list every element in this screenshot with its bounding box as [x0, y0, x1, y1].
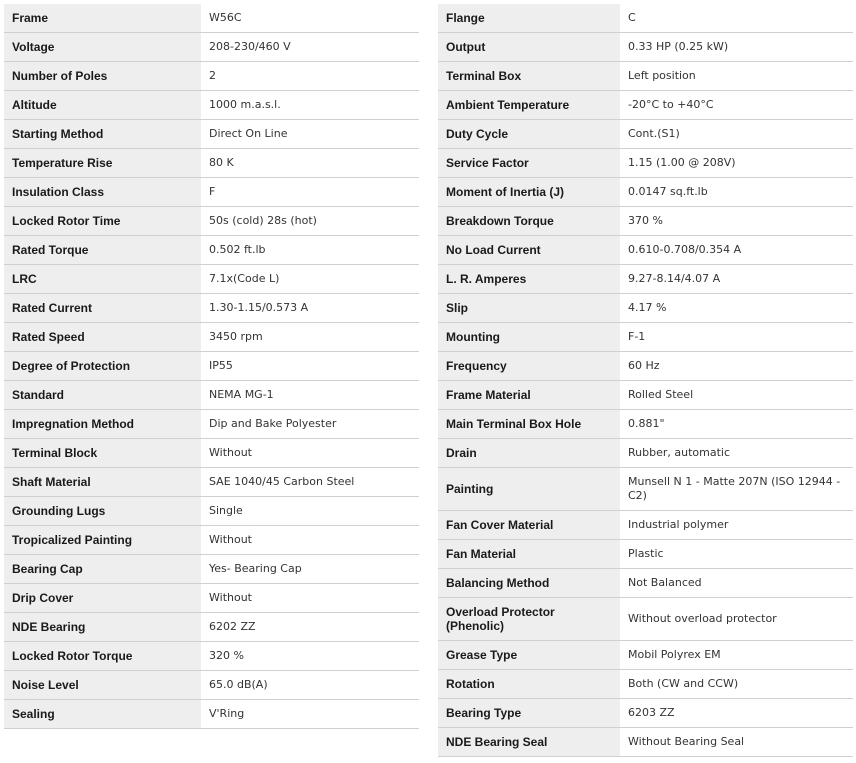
spec-value: 0.610-0.708/0.354 A	[620, 236, 853, 265]
spec-value: 208-230/460 V	[201, 33, 419, 62]
spec-value: Munsell N 1 - Matte 207N (ISO 12944 - C2)	[620, 468, 853, 511]
spec-label: Rated Speed	[4, 323, 201, 352]
spec-value: 0.502 ft.lb	[201, 236, 419, 265]
spec-value: 4.17 %	[620, 294, 853, 323]
spec-value: Rubber, automatic	[620, 439, 853, 468]
spec-label: Impregnation Method	[4, 410, 201, 439]
spec-value: Without overload protector	[620, 598, 853, 641]
spec-row	[438, 410, 853, 439]
spec-label: Grease Type	[438, 641, 620, 670]
spec-row	[438, 91, 853, 120]
spec-value: IP55	[201, 352, 419, 381]
spec-label: Service Factor	[438, 149, 620, 178]
spec-row	[438, 265, 853, 294]
spec-label: No Load Current	[438, 236, 620, 265]
spec-label: Frame Material	[438, 381, 620, 410]
spec-row	[4, 265, 419, 294]
spec-value: Both (CW and CCW)	[620, 670, 853, 699]
spec-value: Cont.(S1)	[620, 120, 853, 149]
spec-value: 0.881"	[620, 410, 853, 439]
spec-row	[438, 511, 853, 540]
spec-row	[438, 236, 853, 265]
spec-label: Locked Rotor Time	[4, 207, 201, 236]
spec-label: Locked Rotor Torque	[4, 642, 201, 671]
spec-value: Mobil Polyrex EM	[620, 641, 853, 670]
spec-label: Duty Cycle	[438, 120, 620, 149]
spec-row	[4, 120, 419, 149]
spec-row	[438, 352, 853, 381]
spec-label: Breakdown Torque	[438, 207, 620, 236]
spec-row	[438, 294, 853, 323]
spec-label: Output	[438, 33, 620, 62]
spec-row	[438, 120, 853, 149]
spec-label: Starting Method	[4, 120, 201, 149]
spec-value: SAE 1040/45 Carbon Steel	[201, 468, 419, 497]
spec-value: 7.1x(Code L)	[201, 265, 419, 294]
spec-value: 1000 m.a.s.l.	[201, 91, 419, 120]
spec-label: Terminal Box	[438, 62, 620, 91]
spec-value: 6203 ZZ	[620, 699, 853, 728]
spec-value: 1.30-1.15/0.573 A	[201, 294, 419, 323]
spec-table-right-body	[438, 4, 853, 757]
spec-value: 65.0 dB(A)	[201, 671, 419, 700]
spec-row	[438, 439, 853, 468]
spec-row	[4, 323, 419, 352]
spec-value: Rolled Steel	[620, 381, 853, 410]
spec-row	[4, 555, 419, 584]
spec-row	[438, 4, 853, 33]
spec-row	[4, 352, 419, 381]
spec-label: LRC	[4, 265, 201, 294]
spec-table-left	[4, 4, 419, 729]
spec-label: Frame	[4, 4, 201, 33]
spec-row	[4, 526, 419, 555]
spec-value: Plastic	[620, 540, 853, 569]
spec-value: 0.0147 sq.ft.lb	[620, 178, 853, 207]
spec-label: Standard	[4, 381, 201, 410]
spec-label: Rated Torque	[4, 236, 201, 265]
spec-label: Fan Cover Material	[438, 511, 620, 540]
spec-label: Shaft Material	[4, 468, 201, 497]
spec-label: Painting	[438, 468, 620, 511]
spec-value: Without	[201, 526, 419, 555]
spec-value: F	[201, 178, 419, 207]
spec-label: Rated Current	[4, 294, 201, 323]
spec-value: 80 K	[201, 149, 419, 178]
spec-label: Flange	[438, 4, 620, 33]
spec-label: Tropicalized Painting	[4, 526, 201, 555]
spec-value: V'Ring	[201, 700, 419, 729]
spec-row	[438, 381, 853, 410]
spec-label: Slip	[438, 294, 620, 323]
spec-label: Insulation Class	[4, 178, 201, 207]
spec-row	[438, 699, 853, 728]
spec-label: Degree of Protection	[4, 352, 201, 381]
spec-row	[438, 207, 853, 236]
spec-row	[438, 641, 853, 670]
spec-label: NDE Bearing Seal	[438, 728, 620, 757]
spec-value: 6202 ZZ	[201, 613, 419, 642]
spec-row	[4, 700, 419, 729]
spec-value: Direct On Line	[201, 120, 419, 149]
spec-value: W56C	[201, 4, 419, 33]
spec-row	[4, 33, 419, 62]
spec-row	[4, 613, 419, 642]
spec-row	[4, 62, 419, 91]
spec-value: NEMA MG-1	[201, 381, 419, 410]
spec-row	[4, 381, 419, 410]
spec-row	[438, 728, 853, 757]
spec-value: Left position	[620, 62, 853, 91]
spec-value: 60 Hz	[620, 352, 853, 381]
spec-label: Grounding Lugs	[4, 497, 201, 526]
spec-label: Fan Material	[438, 540, 620, 569]
spec-value: Dip and Bake Polyester	[201, 410, 419, 439]
spec-value: 0.33 HP (0.25 kW)	[620, 33, 853, 62]
spec-value: 2	[201, 62, 419, 91]
spec-label: Ambient Temperature	[438, 91, 620, 120]
spec-row	[4, 91, 419, 120]
spec-label: Bearing Type	[438, 699, 620, 728]
spec-label: Drip Cover	[4, 584, 201, 613]
spec-label: Balancing Method	[438, 569, 620, 598]
spec-label: Noise Level	[4, 671, 201, 700]
spec-row	[4, 236, 419, 265]
spec-row	[4, 4, 419, 33]
spec-row	[4, 584, 419, 613]
spec-label: Temperature Rise	[4, 149, 201, 178]
spec-value: Yes- Bearing Cap	[201, 555, 419, 584]
spec-label: Rotation	[438, 670, 620, 699]
spec-row	[438, 670, 853, 699]
spec-value: C	[620, 4, 853, 33]
spec-value: Without	[201, 584, 419, 613]
spec-row	[4, 497, 419, 526]
spec-row	[438, 468, 853, 511]
spec-value: 3450 rpm	[201, 323, 419, 352]
spec-value: 9.27-8.14/4.07 A	[620, 265, 853, 294]
spec-row	[4, 178, 419, 207]
spec-row	[4, 439, 419, 468]
spec-label: Frequency	[438, 352, 620, 381]
spec-label: NDE Bearing	[4, 613, 201, 642]
spec-value: 320 %	[201, 642, 419, 671]
spec-row	[438, 323, 853, 352]
spec-row	[438, 178, 853, 207]
spec-label: Altitude	[4, 91, 201, 120]
spec-label: Drain	[438, 439, 620, 468]
spec-row	[438, 62, 853, 91]
spec-row	[438, 598, 853, 641]
spec-table-left-body	[4, 4, 419, 729]
spec-label: L. R. Amperes	[438, 265, 620, 294]
spec-value: Without	[201, 439, 419, 468]
spec-label: Main Terminal Box Hole	[438, 410, 620, 439]
spec-row	[4, 410, 419, 439]
spec-row	[4, 149, 419, 178]
spec-row	[4, 294, 419, 323]
spec-value: 50s (cold) 28s (hot)	[201, 207, 419, 236]
spec-row	[438, 569, 853, 598]
spec-value: Not Balanced	[620, 569, 853, 598]
spec-value: Without Bearing Seal	[620, 728, 853, 757]
spec-row	[438, 33, 853, 62]
spec-label: Sealing	[4, 700, 201, 729]
spec-table-right	[438, 4, 853, 757]
spec-row	[4, 642, 419, 671]
spec-label: Bearing Cap	[4, 555, 201, 584]
spec-label: Terminal Block	[4, 439, 201, 468]
spec-value: -20°C to +40°C	[620, 91, 853, 120]
spec-value: 370 %	[620, 207, 853, 236]
spec-label: Voltage	[4, 33, 201, 62]
spec-value: F-1	[620, 323, 853, 352]
spec-value: Industrial polymer	[620, 511, 853, 540]
spec-row	[438, 540, 853, 569]
spec-label: Mounting	[438, 323, 620, 352]
spec-value: 1.15 (1.00 @ 208V)	[620, 149, 853, 178]
spec-value: Single	[201, 497, 419, 526]
spec-label: Number of Poles	[4, 62, 201, 91]
spec-row	[438, 149, 853, 178]
spec-row	[4, 207, 419, 236]
spec-row	[4, 468, 419, 497]
spec-row	[4, 671, 419, 700]
spec-label: Moment of Inertia (J)	[438, 178, 620, 207]
spec-label: Overload Protector (Phenolic)	[438, 598, 620, 641]
